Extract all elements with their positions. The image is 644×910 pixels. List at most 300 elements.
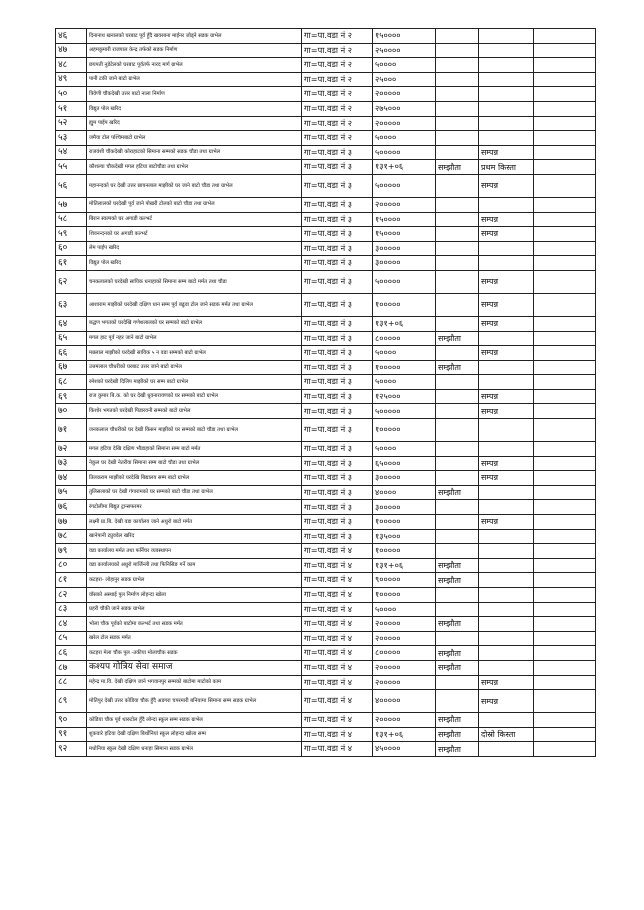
amount-cell: ३००००० — [373, 241, 436, 256]
status-cell — [479, 602, 534, 617]
project-name-cell: मगल हटिया देखि दक्षिण भौडाहाको सिमाना सम्म बाटो मर्मत — [87, 442, 302, 457]
empty-cell — [534, 742, 596, 757]
empty-cell — [534, 116, 596, 131]
table-row — [56, 331, 596, 346]
table-row — [56, 241, 596, 256]
empty-cell — [534, 316, 596, 331]
row-number-cell: ८२ — [56, 588, 87, 603]
status-cell — [479, 331, 534, 346]
status-cell — [479, 529, 534, 544]
status-cell — [479, 419, 534, 442]
row-number-cell: ८१ — [56, 573, 87, 588]
amount-cell: ३००००० — [373, 500, 436, 515]
agreement-type-cell — [436, 316, 479, 331]
agreement-type-cell — [436, 471, 479, 486]
row-number-cell: ५७ — [56, 197, 87, 212]
table-row — [56, 471, 596, 486]
project-name-cell: लेम पाईप खरिद — [87, 241, 302, 256]
empty-cell — [534, 145, 596, 160]
empty-cell — [534, 602, 596, 617]
agreement-type-cell: सम्झौता — [436, 660, 479, 675]
agreement-type-cell — [436, 389, 479, 404]
row-number-cell: ६८ — [56, 375, 87, 390]
status-cell — [479, 588, 534, 603]
amount-cell: ५०००० — [373, 346, 436, 361]
project-name-cell: रमेशको घरदेखी दिलिप माझीको घर सम्म बाटो ग्राभेल — [87, 375, 302, 390]
project-name-cell: पानी टकी जाने बाटो ग्राभेल — [87, 72, 302, 87]
table-row — [56, 646, 596, 661]
agreement-type-cell — [436, 270, 479, 293]
status-cell — [479, 360, 534, 375]
agreement-type-cell — [436, 256, 479, 271]
office-cell: गा=पा.वडा नं ३ — [302, 360, 373, 375]
row-number-cell: ५९ — [56, 227, 87, 242]
status-cell: सम्पन्न — [479, 145, 534, 160]
row-number-cell: ६७ — [56, 360, 87, 375]
row-number-cell: ५१ — [56, 101, 87, 116]
empty-cell — [534, 131, 596, 146]
amount-cell: १३५००० — [373, 529, 436, 544]
row-number-cell: ७६ — [56, 500, 87, 515]
table-row — [56, 29, 596, 44]
amount-cell: ५००००० — [373, 404, 436, 419]
row-number-cell: ९० — [56, 713, 87, 728]
amount-cell: ९००००० — [373, 573, 436, 588]
agreement-type-cell — [436, 442, 479, 457]
amount-cell: ५०००० — [373, 442, 436, 457]
project-name-cell: उत्तमलाल चौधरीको घरबाट उत्तर जाने बाटो ग्राभेल — [87, 360, 302, 375]
office-cell: गा=पा.वडा नं ३ — [302, 529, 373, 544]
agreement-type-cell — [436, 602, 479, 617]
row-number-cell: ४६ — [56, 29, 87, 44]
office-cell: गा=पा.वडा नं ३ — [302, 346, 373, 361]
table-row — [56, 101, 596, 116]
office-cell: गा=पा.वडा नं ३ — [302, 212, 373, 227]
table-row — [56, 675, 596, 690]
amount-cell: ४००००० — [373, 690, 436, 713]
agreement-type-cell — [436, 174, 479, 197]
empty-cell — [534, 160, 596, 175]
project-name-cell: चनकलालको घरदेखी सायिक धनाहाको सिमाना सम्म बाटो मर्मत तथा चौडा — [87, 270, 302, 293]
table-row — [56, 602, 596, 617]
row-number-cell: ५८ — [56, 212, 87, 227]
amount-cell: १००००० — [373, 544, 436, 559]
project-name-cell: कटहरा मेला चौक पुल -तकीया मोलाचौक सडक — [87, 646, 302, 661]
project-name-cell: कोडिया चौक पूर्व थारुटोल हुँदै लोन्दा स्कुल सम्म सडक ग्राभेल — [87, 713, 302, 728]
status-cell: सम्पन्न — [479, 227, 534, 242]
empty-cell — [534, 727, 596, 742]
empty-cell — [534, 515, 596, 530]
amount-cell: २००००० — [373, 87, 436, 102]
status-cell: सम्पन्न — [479, 389, 534, 404]
table-row — [56, 316, 596, 331]
project-name-cell: मोतिपुर देखी उत्तर कोडिया चौक हुँदै अडगरा चपरमारी बनियामा सिमाना सम्म सडक ग्राभेल — [87, 690, 302, 713]
status-cell — [479, 558, 534, 573]
table-row — [56, 360, 596, 375]
project-name-cell: वडा कार्यालय मर्मत तथा फर्निचर व्यवस्थापन — [87, 544, 302, 559]
amount-cell: ५०००० — [373, 131, 436, 146]
table-row — [56, 660, 596, 675]
status-cell: सम्पन्न — [479, 471, 534, 486]
amount-cell: २००००० — [373, 617, 436, 632]
office-cell: गा=पा.वडा नं ३ — [302, 145, 373, 160]
office-cell: गा=पा.वडा नं ४ — [302, 544, 373, 559]
project-name-cell: विद्युत पोल खरिद — [87, 256, 302, 271]
amount-cell: ५०००० — [373, 58, 436, 73]
amount-cell: २५००० — [373, 72, 436, 87]
agreement-type-cell — [436, 197, 479, 212]
table-row — [56, 500, 596, 515]
empty-cell — [534, 197, 596, 212]
amount-cell: ६५०००० — [373, 456, 436, 471]
amount-cell: ५००००० — [373, 174, 436, 197]
agreement-type-cell — [436, 500, 479, 515]
project-table — [55, 28, 596, 757]
row-number-cell: ५६ — [56, 174, 87, 197]
empty-cell — [534, 72, 596, 87]
table-row — [56, 227, 596, 242]
office-cell: गा=पा.वडा नं २ — [302, 101, 373, 116]
row-number-cell: ६० — [56, 241, 87, 256]
empty-cell — [534, 174, 596, 197]
office-cell: गा=पा.वडा नं २ — [302, 131, 373, 146]
office-cell: गा=पा.वडा नं ३ — [302, 293, 373, 316]
empty-cell — [534, 588, 596, 603]
table-row — [56, 617, 596, 632]
empty-cell — [534, 544, 596, 559]
amount-cell: १३१+०६ — [373, 316, 436, 331]
empty-cell — [534, 713, 596, 728]
amount-cell: ८००००० — [373, 646, 436, 661]
amount-cell: १३१+०६ — [373, 160, 436, 175]
empty-cell — [534, 270, 596, 293]
project-name-cell: बद्धण भगतको घरदेखि गणेशलालको घर सम्मको बाटो ग्राभेल — [87, 316, 302, 331]
status-cell — [479, 544, 534, 559]
office-cell: गा=पा.वडा नं ४ — [302, 690, 373, 713]
project-name-cell: तिलकराम माझीको घरदेखि बिद्यालय सम्म बाटो ग्राभेल — [87, 471, 302, 486]
empty-cell — [534, 212, 596, 227]
amount-cell: ३००००० — [373, 256, 436, 271]
agreement-type-cell — [436, 544, 479, 559]
row-number-cell: ८० — [56, 558, 87, 573]
row-number-cell: ८३ — [56, 602, 87, 617]
agreement-type-cell — [436, 43, 479, 58]
row-number-cell: ९१ — [56, 727, 87, 742]
amount-cell: १२५००० — [373, 389, 436, 404]
office-cell: गा=पा.वडा नं ३ — [302, 442, 373, 457]
status-cell — [479, 500, 534, 515]
status-cell — [479, 573, 534, 588]
row-number-cell: ५२ — [56, 116, 87, 131]
agreement-type-cell — [436, 690, 479, 713]
project-name-cell: प्रहरी चौकी जाने सडक ग्राभेल — [87, 602, 302, 617]
table-row — [56, 529, 596, 544]
status-cell — [479, 442, 534, 457]
project-name-cell: ह्युम पाईप खरिद — [87, 116, 302, 131]
table-row — [56, 58, 596, 73]
table-row — [56, 43, 596, 58]
empty-cell — [534, 256, 596, 271]
empty-cell — [534, 646, 596, 661]
row-number-cell: ६९ — [56, 389, 87, 404]
row-number-cell: ७१ — [56, 419, 87, 442]
row-number-cell: ७८ — [56, 529, 87, 544]
amount-cell: ३००००० — [373, 471, 436, 486]
empty-cell — [534, 675, 596, 690]
office-cell: गा=पा.वडा नं २ — [302, 72, 373, 87]
table-row — [56, 256, 596, 271]
project-name-cell: मधोनिया स्कुल देखी दक्षिण धनाहा सिमाना सडक ग्राभेल — [87, 742, 302, 757]
project-name-cell: वाँसको अस्थाई पुल निर्माण लोहन्दा खोला — [87, 588, 302, 603]
table-row — [56, 270, 596, 293]
agreement-type-cell — [436, 227, 479, 242]
status-cell — [479, 131, 534, 146]
empty-cell — [534, 558, 596, 573]
status-cell — [479, 43, 534, 58]
table-row — [56, 145, 596, 160]
agreement-type-cell — [436, 346, 479, 361]
agreement-type-cell: सम्झौता — [436, 160, 479, 175]
amount-cell: २००००० — [373, 713, 436, 728]
row-number-cell: ८५ — [56, 631, 87, 646]
office-cell: गा=पा.वडा नं ३ — [302, 471, 373, 486]
office-cell: गा=पा.वडा नं ४ — [302, 588, 373, 603]
status-cell: सम्पन्न — [479, 212, 534, 227]
office-cell: गा=पा.वडा नं ४ — [302, 646, 373, 661]
table-row — [56, 87, 596, 102]
empty-cell — [534, 471, 596, 486]
office-cell: गा=पा.वडा नं २ — [302, 29, 373, 44]
office-cell: गा=पा.वडा नं ३ — [302, 256, 373, 271]
agreement-type-cell: सम्झौता — [436, 360, 479, 375]
table-row — [56, 375, 596, 390]
table-row — [56, 631, 596, 646]
table-row — [56, 442, 596, 457]
amount-cell: १००००० — [373, 293, 436, 316]
agreement-type-cell: सम्झौता — [436, 742, 479, 757]
amount-cell: १००००० — [373, 515, 436, 530]
office-cell: गा=पा.वडा नं ३ — [302, 515, 373, 530]
office-cell: गा=पा.वडा नं ४ — [302, 617, 373, 632]
office-cell: गा=पा.वडा नं ३ — [302, 270, 373, 293]
status-cell: सम्पन्न — [479, 675, 534, 690]
agreement-type-cell — [436, 631, 479, 646]
status-cell — [479, 742, 534, 757]
amount-cell: ५००००० — [373, 145, 436, 160]
amount-cell: ८००००० — [373, 331, 436, 346]
row-number-cell: ८६ — [56, 646, 87, 661]
status-cell: प्रथम किस्ता — [479, 160, 534, 175]
status-cell: सम्पन्न — [479, 293, 534, 316]
empty-cell — [534, 101, 596, 116]
amount-cell: २००००० — [373, 197, 436, 212]
office-cell: गा=पा.वडा नं ३ — [302, 404, 373, 419]
project-name-cell: बिरान स्वल्पको घर अगाडी कल्भर्ट — [87, 212, 302, 227]
project-name-cell: महानन्दको घर देखी उत्तर छायनलाल माझीको घर जाने बाटो चौडा तथा ग्राभेल — [87, 174, 302, 197]
agreement-type-cell — [436, 588, 479, 603]
office-cell: गा=पा.वडा नं ३ — [302, 500, 373, 515]
empty-cell — [534, 617, 596, 632]
row-number-cell: ७४ — [56, 471, 87, 486]
table-row — [56, 346, 596, 361]
table-row — [56, 404, 596, 419]
agreement-type-cell — [436, 404, 479, 419]
agreement-type-cell — [436, 456, 479, 471]
agreement-type-cell — [436, 419, 479, 442]
office-cell: गा=पा.वडा नं ४ — [302, 660, 373, 675]
agreement-type-cell — [436, 116, 479, 131]
row-number-cell: ४८ — [56, 58, 87, 73]
office-cell: गा=पा.वडा नं ३ — [302, 174, 373, 197]
amount-cell: १००००० — [373, 360, 436, 375]
status-cell — [479, 29, 534, 44]
office-cell: गा=पा.वडा नं ४ — [302, 602, 373, 617]
empty-cell — [534, 500, 596, 515]
project-name-cell: कटहरा- लोहानुर सडक ग्राभेल — [87, 573, 302, 588]
row-number-cell: ५५ — [56, 160, 87, 175]
row-number-cell: ६६ — [56, 346, 87, 361]
row-number-cell: ७५ — [56, 485, 87, 500]
amount-cell: ५०००० — [373, 602, 436, 617]
office-cell: गा=पा.वडा नं ३ — [302, 375, 373, 390]
amount-cell: १००००० — [373, 588, 436, 603]
office-cell: गा=पा.वडा नं ४ — [302, 558, 373, 573]
row-number-cell: ७७ — [56, 515, 87, 530]
agreement-type-cell: सम्झौता — [436, 573, 479, 588]
status-cell: सम्पन्न — [479, 515, 534, 530]
table-row — [56, 456, 596, 471]
empty-cell — [534, 419, 596, 442]
project-name-cell: खानेपानी ट्युववेल खरिद — [87, 529, 302, 544]
row-number-cell: ५४ — [56, 145, 87, 160]
agreement-type-cell — [436, 375, 479, 390]
agreement-type-cell — [436, 529, 479, 544]
empty-cell — [534, 631, 596, 646]
agreement-type-cell — [436, 101, 479, 116]
project-name-cell: तुलिसलाको घर देखी गंगारामको घर सम्मको बाटो चौडा तथा ग्राभेल — [87, 485, 302, 500]
office-cell: गा=पा.वडा नं ३ — [302, 419, 373, 442]
empty-cell — [534, 389, 596, 404]
table-row — [56, 544, 596, 559]
empty-cell — [534, 375, 596, 390]
empty-cell — [534, 690, 596, 713]
status-cell: सम्पन्न — [479, 316, 534, 331]
empty-cell — [534, 293, 596, 316]
row-number-cell: ८७ — [56, 660, 87, 675]
amount-cell: १५०००० — [373, 212, 436, 227]
table-row — [56, 419, 596, 442]
project-name-cell: नेकुल घर देखी नेतरीया सिमाना सम्म बाटो चौडा तथा ग्राभेल — [87, 456, 302, 471]
empty-cell — [534, 442, 596, 457]
amount-cell: २५०००० — [373, 43, 436, 58]
row-number-cell: ८४ — [56, 617, 87, 632]
agreement-type-cell — [436, 515, 479, 530]
amount-cell: ४५०००० — [373, 742, 436, 757]
table-row — [56, 690, 596, 713]
table-row — [56, 713, 596, 728]
office-cell: गा=पा.वडा नं २ — [302, 116, 373, 131]
empty-cell — [534, 660, 596, 675]
row-number-cell: ४९ — [56, 72, 87, 87]
table-row — [56, 293, 596, 316]
row-number-cell: ५३ — [56, 131, 87, 146]
amount-cell: २००००० — [373, 660, 436, 675]
agreement-type-cell: सम्झौता — [436, 713, 479, 728]
row-number-cell: ८९ — [56, 690, 87, 713]
table-row — [56, 72, 596, 87]
status-cell: सम्पन्न — [479, 456, 534, 471]
project-name-cell: वडा कार्यालयको अधुरो मार्जिन्ली तथा फिनिसिङ गर्ने काम — [87, 558, 302, 573]
agreement-type-cell — [436, 675, 479, 690]
office-cell: गा=पा.वडा नं ३ — [302, 316, 373, 331]
amount-cell: १००००० — [373, 419, 436, 442]
agreement-type-cell: सम्झौता — [436, 558, 479, 573]
office-cell: गा=पा.वडा नं ३ — [302, 331, 373, 346]
status-cell: सम्पन्न — [479, 270, 534, 293]
table-row — [56, 588, 596, 603]
office-cell: गा=पा.वडा नं ४ — [302, 631, 373, 646]
status-cell — [479, 116, 534, 131]
project-table-body — [56, 29, 596, 757]
empty-cell — [534, 227, 596, 242]
status-cell — [479, 101, 534, 116]
table-row — [56, 558, 596, 573]
agreement-type-cell — [436, 241, 479, 256]
agreement-type-cell: सम्झौता — [436, 727, 479, 742]
project-name-cell: शिवनन्दनको घर अगाडी कल्भर्ट — [87, 227, 302, 242]
office-cell: गा=पा.वडा नं ३ — [302, 241, 373, 256]
table-row — [56, 116, 596, 131]
office-cell: गा=पा.वडा नं ४ — [302, 573, 373, 588]
project-name-cell: खरेल टोल सडक मर्मत — [87, 631, 302, 646]
status-cell — [479, 241, 534, 256]
table-row — [56, 573, 596, 588]
table-row — [56, 197, 596, 212]
table-row — [56, 515, 596, 530]
empty-cell — [534, 43, 596, 58]
status-cell — [479, 660, 534, 675]
row-number-cell: ७३ — [56, 456, 87, 471]
project-name-cell: शुकवारे हटिया देखी दक्षिण बिर्थोनियां स्कुल लोहन्दा खोला सम्म — [87, 727, 302, 742]
table-row — [56, 485, 596, 500]
office-cell: गा=पा.वडा नं ३ — [302, 389, 373, 404]
project-name-cell: अहमकुमारी राजपाल केन्द्र तर्फको सडक निर्माण — [87, 43, 302, 58]
empty-cell — [534, 346, 596, 361]
office-cell: गा=पा.वडा नं ४ — [302, 713, 373, 728]
agreement-type-cell — [436, 29, 479, 44]
office-cell: गा=पा.वडा नं ३ — [302, 160, 373, 175]
office-cell: गा=पा.वडा नं ४ — [302, 742, 373, 757]
amount-cell: १३१+०६ — [373, 727, 436, 742]
empty-cell — [534, 456, 596, 471]
amount-cell: १३१+०६ — [373, 558, 436, 573]
row-number-cell: ७० — [56, 404, 87, 419]
agreement-type-cell — [436, 87, 479, 102]
project-name-cell: मगल हाट पूर्व नहर जाने बाटो ग्राभेल — [87, 331, 302, 346]
row-number-cell: ६४ — [56, 316, 87, 331]
status-cell — [479, 58, 534, 73]
agreement-type-cell — [436, 212, 479, 227]
project-name-cell: राज कुमार बि.क. को घर देखी धुवनारायणको घर सम्मको बाटो ग्राभेल — [87, 389, 302, 404]
office-cell: गा=पा.वडा नं ३ — [302, 197, 373, 212]
project-name-cell: महेन्द्र मा.वि. देखी दक्षिण जाने भगवानपुर सम्मको बाटोमा माटोको काम — [87, 675, 302, 690]
status-cell — [479, 617, 534, 632]
empty-cell — [534, 29, 596, 44]
table-row — [56, 742, 596, 757]
agreement-type-cell: सम्झौता — [436, 331, 479, 346]
empty-cell — [534, 360, 596, 375]
project-name-cell: दिनानाथ खनालको घरबाट पूर्व हुँदै खयरबना माईनर जोड्ने सडक ग्राभेल — [87, 29, 302, 44]
